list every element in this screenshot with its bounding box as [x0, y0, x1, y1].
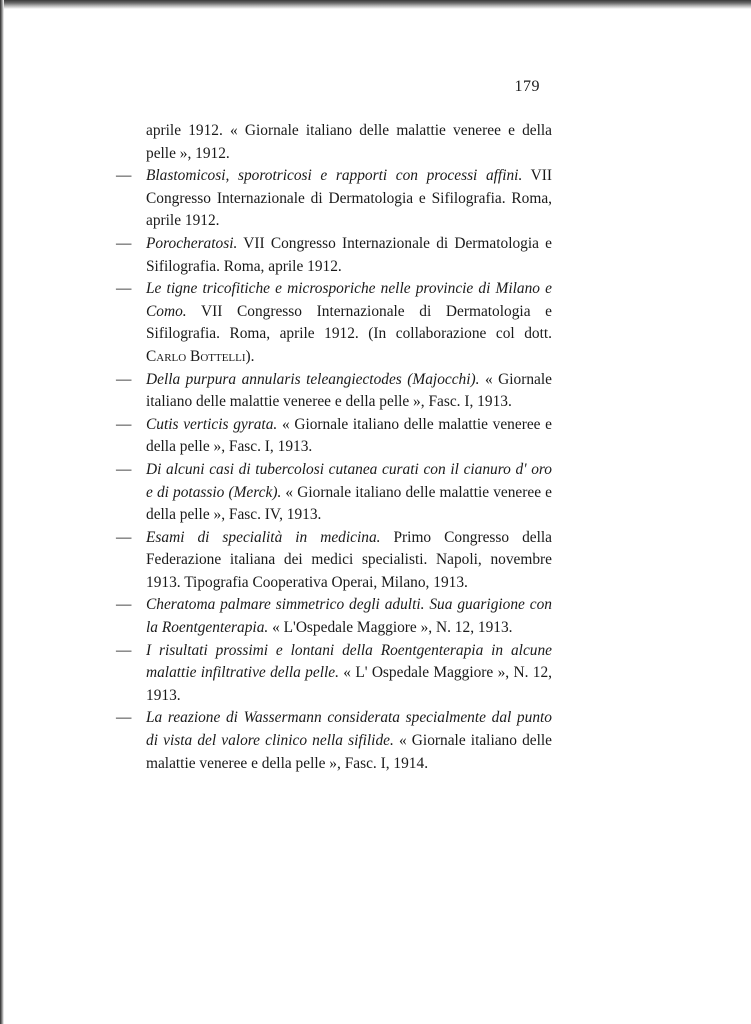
entry-details: « L' Ospedale Maggiore », N. 12, 1913. — [146, 664, 552, 704]
bibliography-entry — [116, 594, 552, 639]
entry-title: Blastomicosi, sporotricosi e rapporti con processi affini. — [146, 167, 523, 185]
entry-details: « Giornale italiano delle malattie veneree e della pelle », Fasc. I, 1913. — [146, 415, 553, 456]
scan-left-edge — [0, 0, 4, 1024]
entry-details: VII Congresso Internazionale di Dermatologia e Sifilografia. Roma, aprile 1912. — [146, 234, 552, 275]
bibliography-entry — [116, 233, 552, 278]
entry-title: Esami di specialità in medicina. — [146, 528, 381, 546]
bibliography-entry — [116, 459, 552, 527]
bibliography-entry — [116, 165, 552, 233]
entry-coauthor: Carlo Bottelli — [146, 347, 246, 365]
entry-dash: — — [116, 596, 132, 614]
entry-title: Della purpura annularis teleangiectodes (Majocchi). — [146, 370, 480, 388]
scan-top-edge — [0, 0, 751, 9]
entry-title: Cheratoma palmare simmetrico degli adulti. Sua guarigione con la Roentgenterapia. — [146, 596, 552, 637]
entry-details: « Giornale italiano delle malattie veneree e della pelle », Fasc. I, 1914. — [146, 732, 552, 772]
entry-dash: — — [116, 460, 132, 478]
entry-details: « L'Ospedale Maggiore », N. 12, 1913. — [268, 619, 513, 637]
entry-title: La reazione di Wassermann considerata specialmente dal punto di vista del valore clinico nella sifilide. — [146, 709, 552, 750]
entry-dash: — — [116, 415, 132, 433]
entry-dash: — — [116, 234, 132, 252]
entry-details-tail: ). — [245, 347, 255, 365]
entry-dash: — — [116, 709, 132, 727]
bibliography-entry — [116, 278, 552, 368]
bibliography-entry — [116, 707, 552, 775]
bibliography-entry — [116, 527, 552, 595]
bibliography-entry — [116, 369, 552, 414]
entry-dash: — — [116, 280, 132, 298]
entry-details: VII Congresso Internazionale di Dermatologia e Sifilografia. Roma, aprile 1912. (In collaborazione col dott. — [146, 302, 552, 343]
entry-details: VII Congresso Internazionale di Dermatologia e Sifilografia. Roma, aprile 1912. — [146, 167, 552, 230]
entry-details: « Giornale italiano delle malattie veneree e della pelle », Fasc. IV, 1913. — [146, 483, 552, 524]
bibliography-entry — [116, 640, 552, 708]
entry-details: Primo Congresso della Federazione italiana dei medici specialisti. Napoli, novembre 1913. Tipografia Cooperativa Operai, Milano, 1913. — [146, 528, 552, 591]
entry-dash: — — [116, 528, 132, 546]
entry-details: « Giornale italiano delle malattie veneree e della pelle », Fasc. I, 1913. — [146, 370, 552, 411]
entry-title: Cutis verticis gyrata. — [146, 415, 278, 433]
entry-title: Di alcuni casi di tubercolosi cutanea curati con il cianuro d' oro e di potassio (Merck). — [146, 460, 552, 501]
continuation-text: aprile 1912. « Giornale italiano delle malattie veneree e della pelle », 1912. — [146, 122, 552, 162]
bibliography-list — [116, 120, 552, 775]
entry-title: Le tigne tricofitiche e microsporiche nelle provincie di Milano e Como. — [146, 280, 552, 320]
entry-title: I risultati prossimi e lontani della Roentgenterapia in alcune malattie infiltrative della pelle. — [146, 641, 552, 682]
bibliography-entry — [116, 414, 552, 459]
entry-dash: — — [116, 167, 132, 185]
page-number: 179 — [514, 78, 540, 95]
entry-dash: — — [116, 641, 132, 659]
entry-dash: — — [116, 370, 132, 388]
entry-title: Porocheratosi. — [146, 234, 238, 252]
